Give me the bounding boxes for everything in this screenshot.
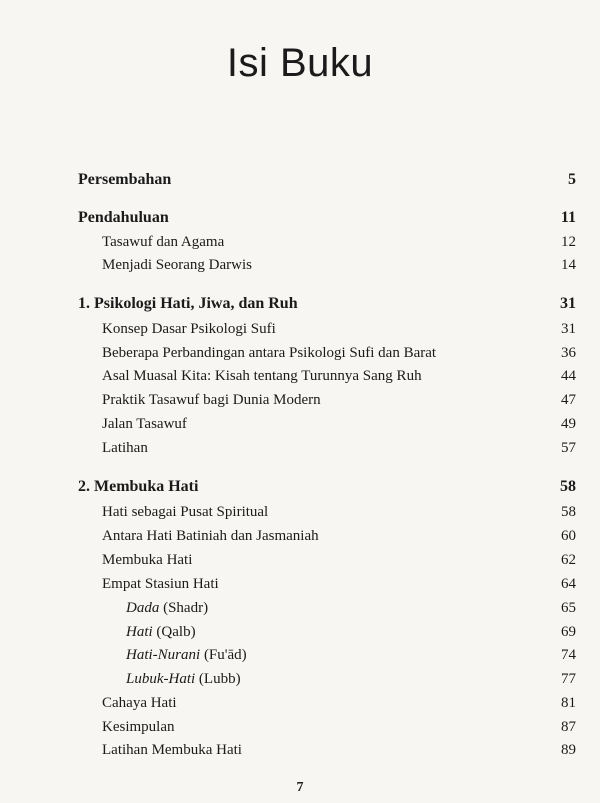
toc-subsubentry	[0, 620, 600, 644]
toc-subentry	[0, 412, 600, 436]
toc-subentry	[0, 364, 600, 388]
toc-label: 2. Membuka Hati	[78, 478, 199, 495]
toc-entry-persembahan	[0, 168, 600, 192]
toc-label: Tasawuf dan Agama	[102, 234, 225, 250]
toc-entry-chapter-1	[0, 292, 600, 316]
toc-label	[126, 596, 208, 620]
toc-term: Hati	[126, 624, 153, 640]
toc-subentry	[0, 253, 600, 277]
toc-subsubentry	[0, 643, 600, 667]
toc-gloss: (Lubb)	[198, 671, 241, 687]
toc-page-number: 44	[561, 368, 576, 384]
toc-label: Antara Hati Batiniah dan Jasmaniah	[102, 528, 319, 544]
toc-page-number: 81	[561, 695, 576, 711]
toc-entry-pendahuluan	[0, 206, 600, 230]
toc-subsubentry	[0, 596, 600, 620]
toc-subentry	[0, 548, 600, 572]
toc-subentry	[0, 715, 600, 739]
toc-page-number: 36	[561, 345, 576, 361]
toc-page-number: 49	[561, 416, 576, 432]
toc-label: Konsep Dasar Psikologi Sufi	[102, 321, 276, 337]
toc-page-number: 64	[561, 576, 576, 592]
toc-label: Membuka Hati	[102, 552, 193, 568]
toc-gloss: (Shadr)	[163, 600, 209, 616]
toc-page-number: 89	[561, 742, 576, 758]
toc-page-number: 58	[561, 504, 576, 520]
toc-gloss: (Fu'ād)	[203, 647, 247, 663]
toc-subentry	[0, 436, 600, 460]
toc-label: Kesimpulan	[102, 719, 175, 735]
page-title: Isi Buku	[226, 40, 374, 85]
toc-label: Menjadi Seorang Darwis	[102, 257, 252, 273]
toc-subentry	[0, 572, 600, 596]
toc-subentry	[0, 230, 600, 254]
toc-label: 1. Psikologi Hati, Jiwa, dan Ruh	[78, 295, 298, 312]
toc-page-number: 74	[561, 647, 576, 663]
toc-page-number: 14	[561, 257, 576, 273]
toc-page-number: 87	[561, 719, 576, 735]
toc-page-number: 69	[561, 624, 576, 640]
toc-page-number: 62	[561, 552, 576, 568]
toc-subentry	[0, 738, 600, 762]
toc-label: Persembahan	[78, 171, 172, 188]
toc-label	[126, 620, 196, 644]
toc-label: Cahaya Hati	[102, 695, 177, 711]
toc-term: Hati-Nurani	[126, 647, 201, 663]
toc-page-number: 57	[561, 440, 576, 456]
toc-subentry	[0, 317, 600, 341]
toc-subentry	[0, 691, 600, 715]
toc-subentry	[0, 388, 600, 412]
toc-label: Praktik Tasawuf bagi Dunia Modern	[102, 392, 321, 408]
toc-label: Beberapa Perbandingan antara Psikologi Sufi dan Barat	[102, 345, 437, 361]
toc-label: Asal Muasal Kita: Kisah tentang Turunnya Sang Ruh	[102, 368, 422, 384]
toc-subsubentry	[0, 667, 600, 691]
toc-label: Pendahuluan	[78, 209, 169, 226]
toc-page-number: 58	[560, 478, 576, 495]
toc-page-number: 31	[561, 321, 576, 337]
toc-label: Jalan Tasawuf	[102, 416, 187, 432]
toc-page-number: 5	[568, 171, 576, 188]
toc-term: Lubuk-Hati	[126, 671, 196, 687]
toc-entry-chapter-2	[0, 475, 600, 499]
toc-label: Empat Stasiun Hati	[102, 576, 219, 592]
toc-page-number: 12	[561, 234, 576, 250]
toc-label: Hati sebagai Pusat Spiritual	[102, 504, 269, 520]
toc-subentry	[0, 341, 600, 365]
toc-subentry	[0, 500, 600, 524]
toc-page-number: 31	[560, 295, 576, 312]
toc-label	[126, 667, 241, 691]
toc-page-number: 11	[560, 209, 576, 226]
toc-page-number: 77	[561, 671, 576, 687]
page-number: 7	[296, 780, 304, 795]
toc-label	[126, 643, 247, 667]
toc-gloss: (Qalb)	[156, 624, 196, 640]
toc-label: Latihan	[102, 440, 148, 456]
toc-term: Dada	[126, 600, 160, 616]
toc-page-number: 47	[561, 392, 576, 408]
toc-subentry	[0, 524, 600, 548]
toc-page-number: 60	[561, 528, 576, 544]
toc-label: Latihan Membuka Hati	[102, 742, 242, 758]
toc-page-number: 65	[561, 600, 576, 616]
